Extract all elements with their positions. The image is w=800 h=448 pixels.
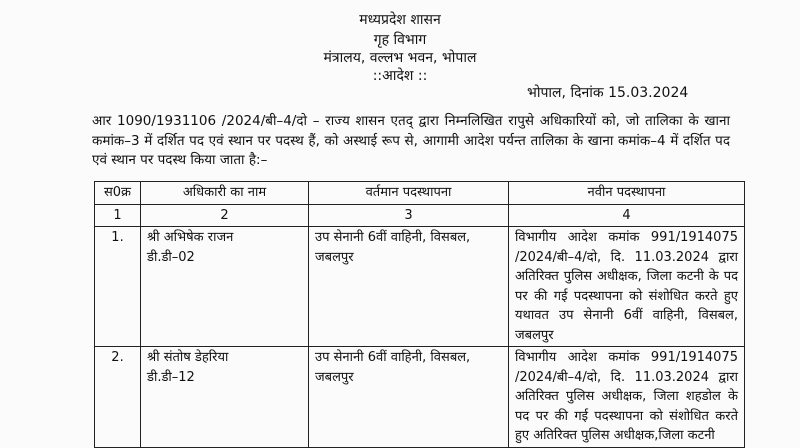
col-number-3: 3: [309, 204, 509, 227]
row-new-posting: विभागीय आदेश कमांक 991/1914075 /2024/बी–4/दो, दि. 11.03.2024 द्वारा अतिरिक्त पुलिस अधीक्षक, जिला कटनी के पद पर की गई पदस्थापना को संशोधित करते हुए यथावत उप सेनानी 6वीं वाहिनी, विसबल, जबलपुर: [509, 227, 745, 347]
header-order-title: ::आदेश ::: [372, 68, 428, 84]
col-number-2: 2: [141, 204, 309, 227]
officer-code: डी.डी–02: [147, 249, 195, 265]
header-department: गृह विभाग: [373, 32, 427, 48]
row-sno: 1.: [95, 227, 141, 347]
col-header-current-posting: वर्तमान पदस्थापना: [309, 182, 509, 205]
officer-name: श्री अभिषेक राजन: [147, 230, 234, 245]
row-officer: [141, 227, 309, 347]
header-government: मध्यप्रदेश शासन: [359, 12, 441, 28]
table-row: [95, 347, 745, 448]
posting-table: [94, 181, 745, 448]
col-number-1: 1: [95, 204, 141, 227]
col-number-4: 4: [509, 204, 745, 227]
col-header-officer-name: अधिकारी का नाम: [141, 182, 309, 205]
row-current-posting: उप सेनानी 6वीं वाहिनी, विसबल, जबलपुर: [309, 347, 509, 448]
officer-code: डी.डी–12: [147, 369, 195, 385]
table-number-row: [95, 204, 745, 227]
row-officer: [141, 347, 309, 448]
order-body-text: आर 1090/1931106 /2024/बी–4/दो – राज्य शासन एतद् द्वारा निम्नलिखित रापुसे अधिकारियों को, जो तालिका के खाना कमांक–3 में दर्शित पद एवं स्थान पर पदस्थ हैं, को अस्थाई रूप से, आगामी आदेश पर्यन्त तालिका के खाना कमांक–4 में दर्शित पद एवं स्थान पर पदस्थ किया जाता है:–: [92, 113, 730, 168]
col-header-sno: स0क्र: [95, 182, 141, 205]
row-current-posting: उप सेनानी 6वीं वाहिनी, विसबल, जबलपुर: [309, 227, 509, 347]
order-date: भोपाल, दिनांक 15.03.2024: [527, 85, 689, 101]
officer-name: श्री संतोष डेहरिया: [147, 350, 229, 365]
row-new-posting: विभागीय आदेश कमांक 991/1914075 /2024/बी–4/दो, दि. 11.03.2024 द्वारा अतिरिक्त पुलिस अधीक्षक, जिला शहडोल के पद पर की गई पदस्थापना को संशोधित करते हुए अतिरिक्त पुलिस अधीक्षक,जिला कटनी: [509, 347, 745, 448]
table-header-row: [95, 182, 745, 205]
row-sno: 2.: [95, 347, 141, 448]
col-header-new-posting: नवीन पदस्थापना: [509, 182, 745, 205]
table-row: [95, 227, 745, 347]
header-address: मंत्रालय, वल्लभ भवन, भोपाल: [323, 50, 477, 66]
